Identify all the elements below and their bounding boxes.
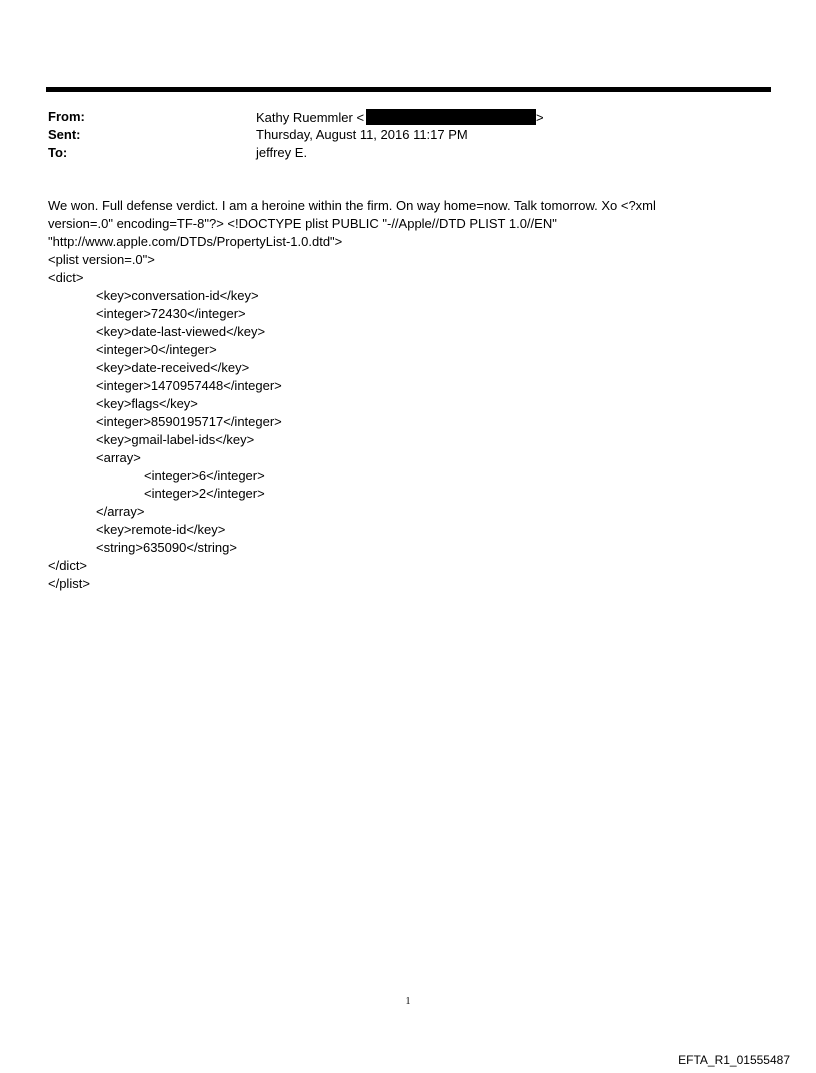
body-line: <plist version=.0"> [48,252,155,267]
body-line: </array> [96,504,145,519]
body-line: <integer>72430</integer> [96,306,246,321]
body-line: <integer>2</integer> [144,486,265,501]
page-number: 1 [405,996,411,1007]
redaction-bar [366,109,536,125]
to-value: jeffrey E. [256,145,308,160]
body-line: <integer>6</integer> [144,468,265,483]
body-line: <key>date-received</key> [96,360,250,375]
body-line: </dict> [48,558,88,573]
body-line: <key>conversation-id</key> [96,288,259,303]
body-line: version=.0" encoding=TF-8"?> <!DOCTYPE plist PUBLIC "-//Apple//DTD PLIST 1.0//EN" [48,216,557,231]
body-line: <key>gmail-label-ids</key> [96,432,255,447]
body-line: <dict> [48,270,84,285]
body-line: <integer>0</integer> [96,342,217,357]
body-line: <integer>1470957448</integer> [96,378,282,393]
body-line: <integer>8590195717</integer> [96,414,282,429]
body-line: We won. Full defense verdict. I am a heroine within the firm. On way home=now. Talk tomorrow. Xo <?xml [48,198,656,213]
body-line: <array> [96,450,141,465]
from-value [256,109,544,125]
bracket-close: > [536,110,544,125]
sent-label: Sent: [48,127,81,142]
sender-name: Kathy Ruemmler [256,110,353,125]
body-line: <key>flags</key> [96,396,198,411]
bracket-open: < [356,110,365,125]
body-line: <key>date-last-viewed</key> [96,324,266,339]
from-label: From: [48,109,85,124]
document-id: EFTA_R1_01555487 [678,1053,790,1067]
sent-value: Thursday, August 11, 2016 11:17 PM [256,127,468,142]
body-line: <key>remote-id</key> [96,522,226,537]
body-line: </plist> [48,576,90,591]
header-divider [46,87,771,92]
to-label: To: [48,145,68,160]
email-body [48,197,748,593]
body-line: "http://www.apple.com/DTDs/PropertyList-1.0.dtd"> [48,234,343,249]
body-line: <string>635090</string> [96,540,237,555]
